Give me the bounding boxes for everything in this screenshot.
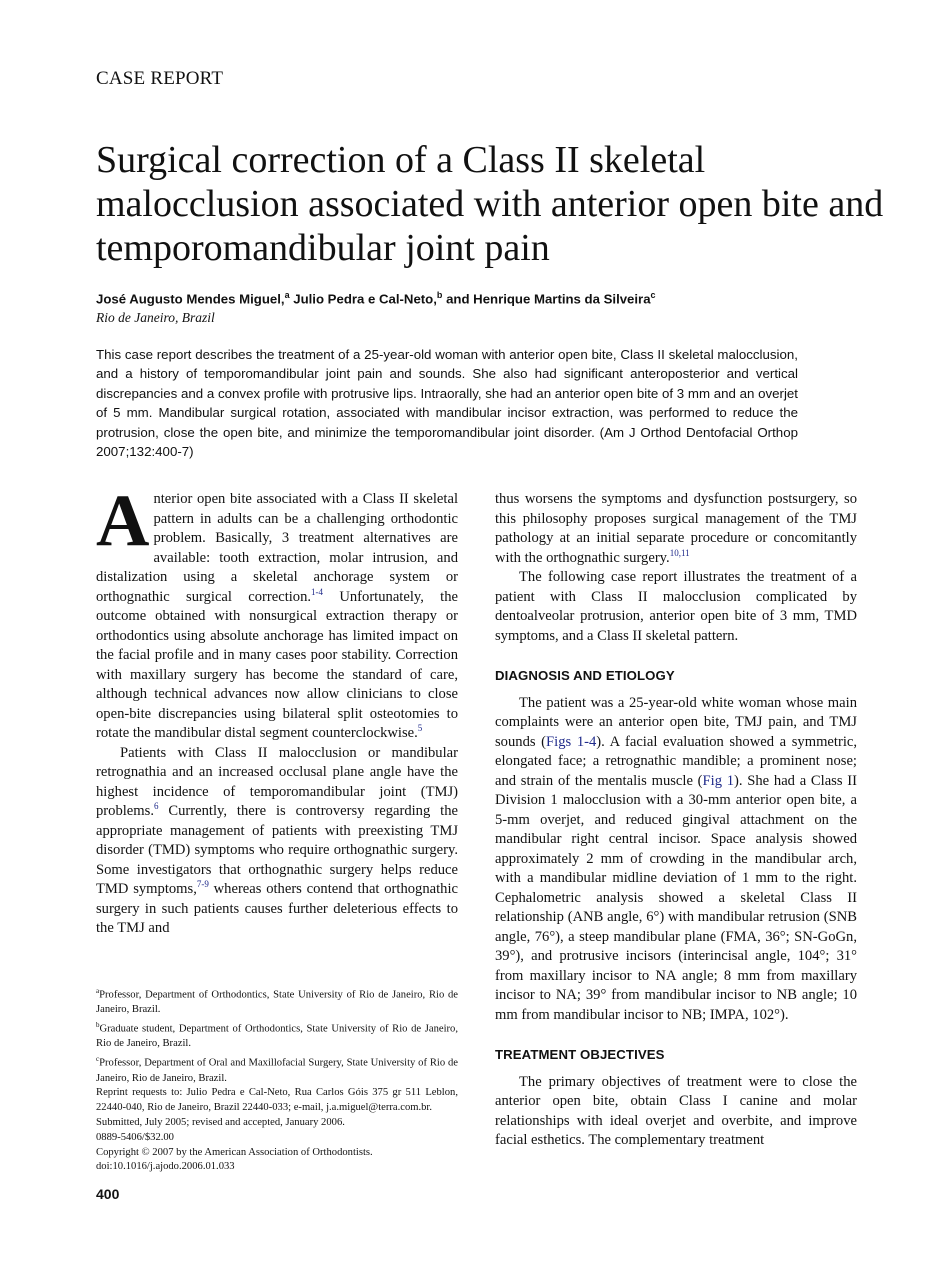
author-name: Julio Pedra e Cal-Neto,: [293, 291, 437, 307]
citation-link[interactable]: 10,11: [669, 547, 690, 558]
section-label: CASE REPORT: [96, 68, 224, 89]
footnotes: [96, 984, 458, 1175]
affiliation-mark: a: [284, 290, 290, 300]
footnote-submitted: Submitted, July 2005; revised and accepted, January 2006.: [96, 1116, 345, 1128]
footnote-copyright: Copyright © 2007 by the American Association of Orthodontists.: [96, 1146, 373, 1158]
paragraph-text: thus worsens the symptoms and dysfunction postsurgery, so this philosophy proposes surgical management of the TMJ pathology at an initial separate procedure or concomitantly with the orthognathic surgery.: [495, 491, 857, 566]
figure-link[interactable]: Figs 1-4: [546, 733, 597, 750]
section-heading-diagnosis: DIAGNOSIS AND ETIOLOGY: [495, 668, 675, 683]
left-column: [96, 480, 458, 939]
footnote-affiliation: $^c$Professor, Department of Oral and Maxillofacial Surgery, State University of Rio de Janeiro, Rio de Janeiro, Brazil.: [96, 1055, 458, 1084]
paragraph-text: whereas others contend that orthognathic surgery in such patients causes further deleterious effects to the TMJ and: [96, 881, 458, 936]
citation-link[interactable]: 1-4: [311, 586, 324, 597]
footnote-affiliation: $^b$Graduate student, Department of Orthodontics, State University of Rio de Janeiro, Rio de Janeiro, Brazil.: [96, 1021, 458, 1050]
paragraph-text: Currently, there is controversy regarding the appropriate management of patients with preexisting TMJ disorder (TMD) symptoms who require orthognathic surgery. Some investigators that orthognathic surgery helps reduce TMD symptoms,: [96, 803, 458, 897]
paragraph-text: nterior open bite associated with a Class II skeletal pattern in adults can be a challenging orthodontic problem. Basically, 3 treatment alternatives are available: tooth extraction, molar intrusion, and distalization using a skeletal anchorage system or orthognathic surgical correction.: [96, 491, 458, 605]
affiliation-mark: c: [650, 290, 656, 300]
footnote-affiliation: $^a$Professor, Department of Orthodontics, State University of Rio de Janeiro, Rio de Janeiro, Brazil.: [96, 987, 458, 1016]
drop-cap: A: [96, 480, 150, 562]
footnote-doi[interactable]: doi:10.1016/j.ajodo.2006.01.033: [96, 1161, 235, 1173]
paragraph-text: Unfortunately, the outcome obtained with nonsurgical extraction therapy or orthodontics using absolute anchorage has limited impact on the facial profile and in many cases poor stability. Correction with maxillary surgery has become the standard of care, although technical advances now allow clinicians to close open-bite discrepancies using bilateral split osteotomies to rotate the mandibular distal segment counterclockwise.: [96, 588, 458, 741]
paragraph-text: ). She had a Class II Division 1 malocclusion with a 30-mm anterior open bite, a 5-mm overjet, and reduced gingival attachment on the mandibular right central incisor. Space analysis showed approximately 2 mm of crowding in the mandibular arch, with a mandibular midline deviation of 1 mm to the right. Cephalometric analysis showed a skeletal Class II relationship (ANB angle, 6°) with mandibular retrusion (SNB angle, 76°), a steep mandibular plane (FMA, 36°; SN-GoGn, 39°), and protrusive incisors (interincisal angle, 104°; 31° from maxillary incisor to NA angle; 8 mm from maxillary incisor to NA; 39° from mandibular incisor to NB angle; 10 mm from mandibular incisor to NB; IMPA, 102°).: [495, 772, 857, 1023]
citation-link[interactable]: 5: [417, 723, 423, 733]
footnote-price: 0889-5406/$32.00: [96, 1131, 174, 1143]
figure-link[interactable]: Fig 1: [702, 772, 735, 789]
article-title: Surgical correction of a Class II skeletal malocclusion associated with anterior open bite and temporomandibular joint pain: [96, 139, 884, 269]
page-number: 400: [96, 1186, 120, 1202]
body-paragraph: The primary objectives of treatment were to close the anterior open bite, obtain Class I canine and molar relationships with ideal overjet and overbite, and improve facial esthetics. The complementary treatment: [495, 1073, 857, 1148]
citation-link[interactable]: 7-9: [196, 879, 209, 889]
body-paragraph: The following case report illustrates the treatment of a patient with Class II malocclusion complicated by dentoalveolar protrusion, anterior open bite of 3 mm, TMD symptoms, and a Class II skeletal pattern.: [495, 569, 857, 644]
affiliation-mark: b: [436, 290, 443, 300]
paragraph-text: ). A facial evaluation showed a symmetric, elongated face; a retrognathic mandible; a prominent nose; and strain of the mentalis muscle (: [495, 733, 858, 789]
author-location: Rio de Janeiro, Brazil: [96, 310, 215, 325]
body-paragraph: [96, 744, 458, 939]
right-column: [495, 490, 857, 1151]
author-name: and Henrique Martins da Silveira: [446, 291, 651, 307]
paragraph-text: Patients with Class II malocclusion or mandibular retrognathia and an increased occlusal plane angle have the highest incidence of temporomandibular joint (TMJ) problems.: [96, 744, 458, 819]
author-name: José Augusto Mendes Miguel,: [96, 291, 285, 307]
footnote-reprint: Reprint requests to: Julio Pedra e Cal-Neto, Rua Carlos Góis 375 gr 511 Leblon, 22440-040, Rio de Janeiro, Brazil 22440-033; e-mail, j.a.miguel@terra.com.br.: [96, 1087, 458, 1114]
author-list: [96, 290, 656, 306]
paragraph-text: The patient was a 25-year-old white woman whose main complaints were an anterior open bite, TMJ pain, and TMJ sounds (: [495, 694, 857, 750]
body-paragraph-continued: [495, 490, 857, 568]
intro-paragraph: [96, 480, 458, 744]
section-heading-objectives: TREATMENT OBJECTIVES: [495, 1047, 665, 1062]
body-paragraph: [495, 694, 857, 1026]
abstract: This case report describes the treatment of a 25-year-old woman with anterior open bite, Class II skeletal malocclusion, and a history of temporomandibular joint pain and sounds. She also had significant anteroposterior and vertical discrepancies and a convex profile with protrusive lips. Intraorally, she had an anterior open bite of 3 mm and an overjet of 5 mm. Mandibular surgical rotation, associated with mandibular incisor extraction, was performed to reduce the protrusion, close the open bite, and minimize the temporomandibular joint disorder. (Am J Orthod Dentofacial Orthop 2007;132:400-7): [96, 347, 798, 460]
citation-link[interactable]: 6: [153, 801, 159, 811]
